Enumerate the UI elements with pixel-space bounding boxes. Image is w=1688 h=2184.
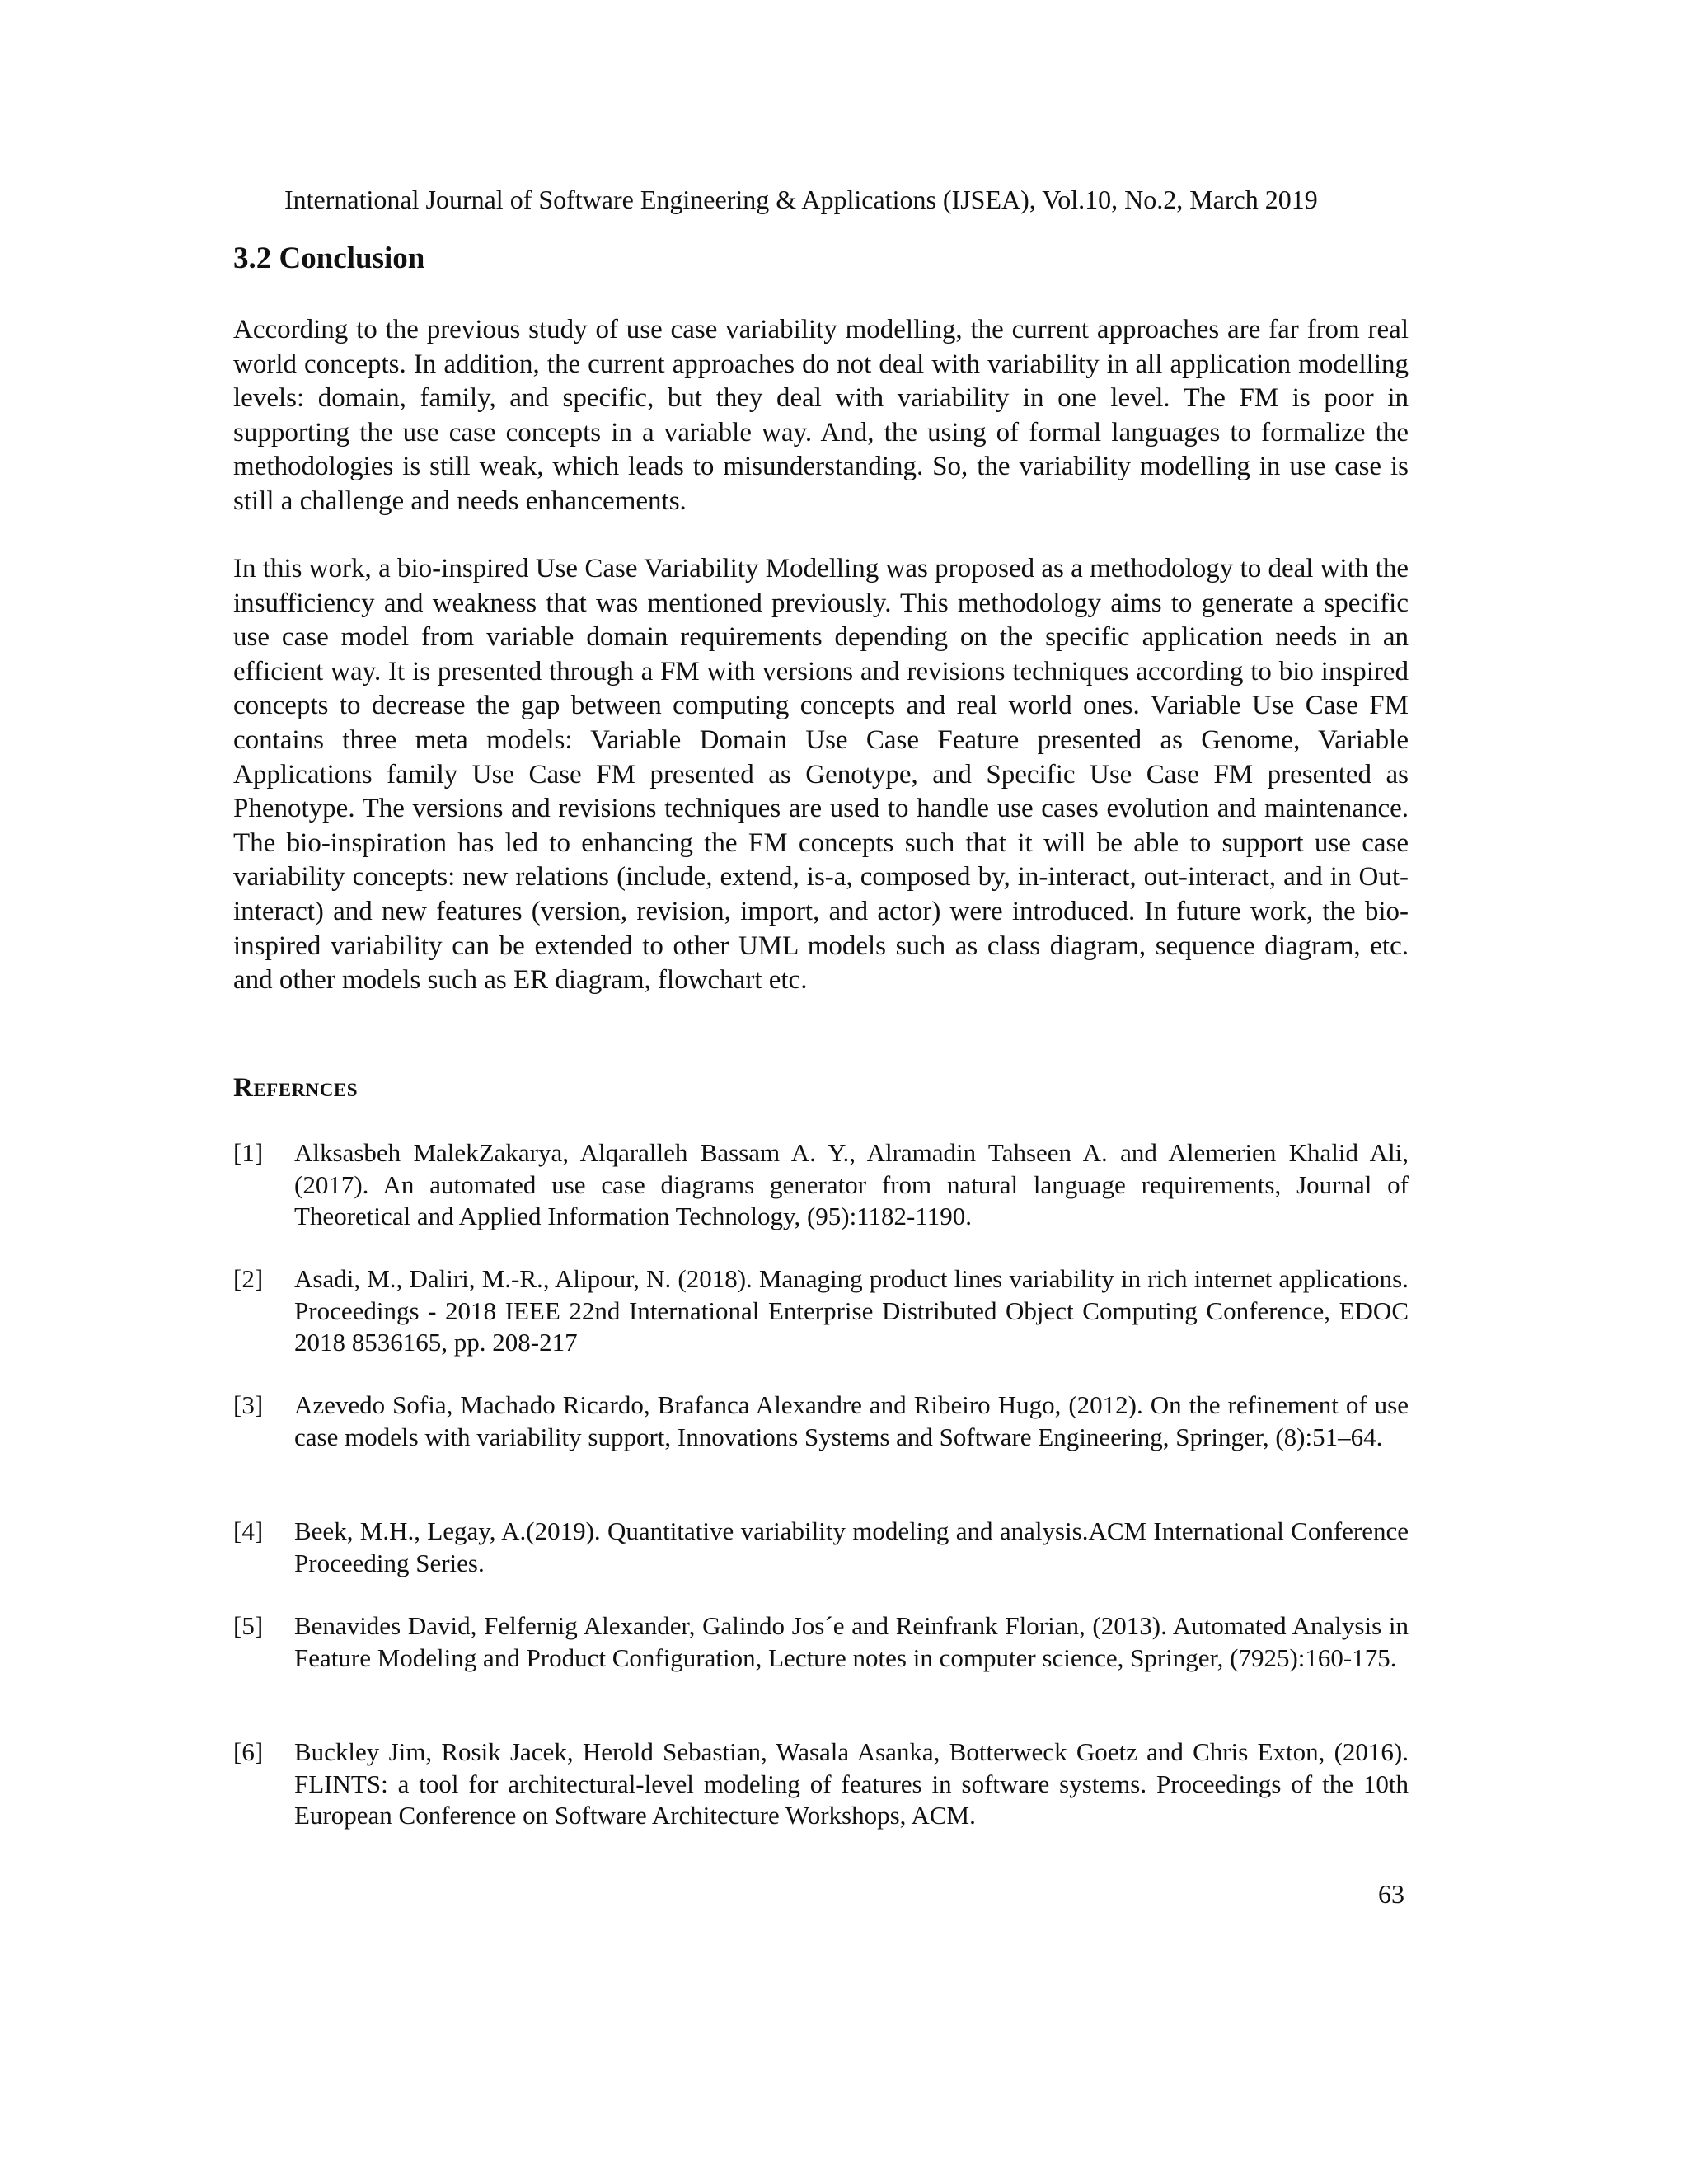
reference-number: [6]	[233, 1737, 264, 1766]
reference-number: [5]	[233, 1611, 264, 1640]
running-header: International Journal of Software Engineering & Applications (IJSEA), Vol.10, No.2, March 2019	[284, 185, 1318, 214]
reference-text: Buckley Jim, Rosik Jacek, Herold Sebastian, Wasala Asanka, Botterweck Goetz and Chris Exton, (2016). FLINTS: a tool for architectural-level modeling of features in software systems. Proceedings of the 10th European Conference on Software Architecture Workshops, ACM.	[294, 1737, 1409, 1830]
reference-item	[233, 1137, 1409, 1233]
reference-text: Beek, M.H., Legay, A.(2019). Quantitative variability modeling and analysis.ACM International Conference Proceeding Series.	[294, 1516, 1409, 1577]
reference-text: Asadi, M., Daliri, M.-R., Alipour, N. (2018). Managing product lines variability in rich internet applications. Proceedings - 2018 IEEE 22nd International Enterprise Distributed Object Computing Conference, EDOC 2018 8536165, pp. 208-217	[294, 1264, 1409, 1357]
section-heading: 3.2 Conclusion	[233, 241, 425, 275]
reference-number: [4]	[233, 1516, 264, 1545]
reference-item	[233, 1736, 1409, 1832]
reference-item	[233, 1390, 1409, 1453]
reference-text: Benavides David, Felfernig Alexander, Galindo Jos´e and Reinfrank Florian, (2013). Automated Analysis in Feature Modeling and Product Configuration, Lecture notes in computer science, Springer, (7925):160-175.	[294, 1611, 1409, 1672]
reference-text: Azevedo Sofia, Machado Ricardo, Brafanca Alexandre and Ribeiro Hugo, (2012). On the refinement of use case models with variability support, Innovations Systems and Software Engineering, Springer, (8):51–64.	[294, 1390, 1409, 1451]
reference-text: Alksasbeh MalekZakarya, Alqaralleh Bassam A. Y., Alramadin Tahseen A. and Alemerien Khalid Ali, (2017). An automated use case diagrams generator from natural language requirements, Journal of Theoretical and Applied Information Technology, (95):1182-1190.	[294, 1138, 1409, 1230]
references-heading: Refernces	[233, 1073, 359, 1103]
conclusion-paragraph-1: According to the previous study of use case variability modelling, the current approaches are far from real world concepts. In addition, the current approaches do not deal with variability in all application modelling levels: domain, family, and specific, but they deal with variability in one level. The FM is poor in supporting the use case concepts in a variable way. And, the using of formal languages to formalize the methodologies is still weak, which leads to misunderstanding. So, the variability modelling in use case is still a challenge and needs enhancements.	[233, 315, 1409, 516]
conclusion-paragraph-2: In this work, a bio-inspired Use Case Variability Modelling was proposed as a methodology to deal with the insufficiency and weakness that was mentioned previously. This methodology aims to generate a specific use case model from variable domain requirements depending on the specific application needs in an efficient way. It is presented through a FM with versions and revisions techniques according to bio inspired concepts to decrease the gap between computing concepts and real world ones. Variable Use Case FM contains three meta models: Variable Domain Use Case Feature presented as Genome, Variable Applications family Use Case FM presented as Genotype, and Specific Use Case FM presented as Phenotype. The versions and revisions techniques are used to handle use cases evolution and maintenance. The bio-inspiration has led to enhancing the FM concepts such that it will be able to support use case variability concepts: new relations (include, extend, is-a, composed by, in-interact, out-interact, and in Out-interact) and new features (version, revision, import, and actor) were introduced. In future work, the bio-inspired variability can be extended to other UML models such as class diagram, sequence diagram, etc. and other models such as ER diagram, flowchart etc.	[233, 554, 1409, 996]
reference-number: [3]	[233, 1390, 264, 1419]
reference-item	[233, 1263, 1409, 1359]
reference-number: [2]	[233, 1264, 264, 1293]
page-number: 63	[1378, 1879, 1404, 1909]
reference-item	[233, 1610, 1409, 1674]
reference-number: [1]	[233, 1138, 264, 1167]
reference-item	[233, 1516, 1409, 1579]
